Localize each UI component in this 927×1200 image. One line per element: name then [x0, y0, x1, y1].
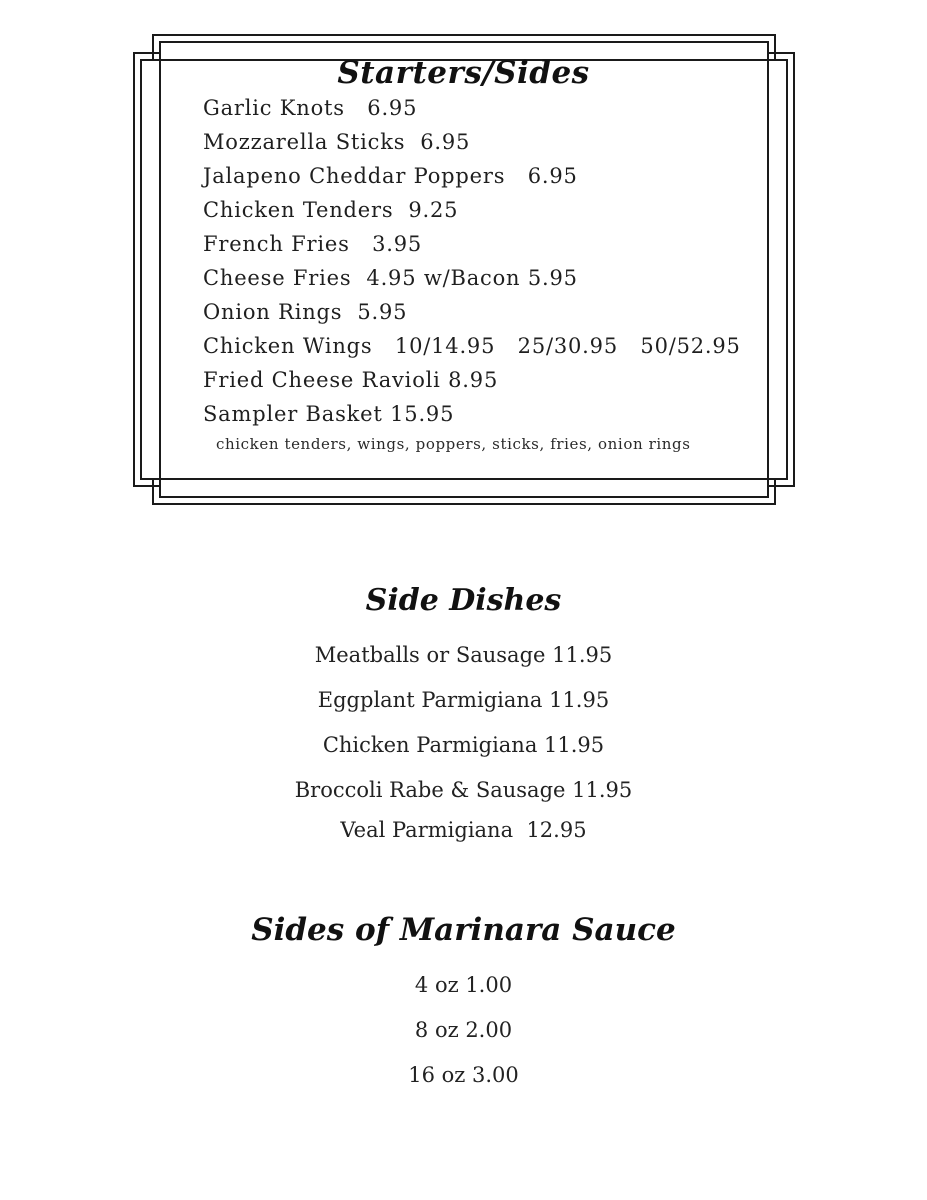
menu-item: Sampler Basket 15.95: [203, 402, 455, 426]
menu-item: French Fries 3.95: [203, 232, 423, 256]
menu-item: Chicken Tenders 9.25: [203, 198, 459, 222]
menu-item: Meatballs or Sausage 11.95: [314, 643, 613, 667]
menu-item: Eggplant Parmigiana 11.95: [317, 688, 610, 712]
menu-item: Veal Parmigiana 12.95: [340, 818, 587, 842]
sampler-note: chicken tenders, wings, poppers, sticks, fries, onion rings: [216, 435, 691, 453]
menu-item: 16 oz 3.00: [408, 1063, 519, 1087]
menu-item: Garlic Knots 6.95: [203, 96, 418, 120]
menu-item: 4 oz 1.00: [414, 973, 513, 997]
menu-item: Mozzarella Sticks 6.95: [203, 130, 471, 154]
marinara-title: Sides of Marinara Sauce: [251, 912, 676, 948]
menu-item: Cheese Fries 4.95 w/Bacon 5.95: [203, 266, 578, 290]
starters-title: Starters/Sides: [337, 55, 590, 91]
menu-item: Broccoli Rabe & Sausage 11.95: [294, 778, 633, 802]
marinara-list: [0, 970, 927, 1105]
side-dishes-title: Side Dishes: [365, 583, 562, 618]
menu-item: 8 oz 2.00: [414, 1018, 513, 1042]
menu-item: Jalapeno Cheddar Poppers 6.95: [203, 164, 578, 188]
menu-item: Fried Cheese Ravioli 8.95: [203, 368, 499, 392]
menu-item: Chicken Wings 10/14.95 25/30.95 50/52.95: [203, 334, 741, 358]
side-dishes-list: [0, 640, 927, 860]
starters-list: [203, 93, 741, 433]
menu-item: Onion Rings 5.95: [203, 300, 408, 324]
menu-item: Chicken Parmigiana 11.95: [322, 733, 605, 757]
